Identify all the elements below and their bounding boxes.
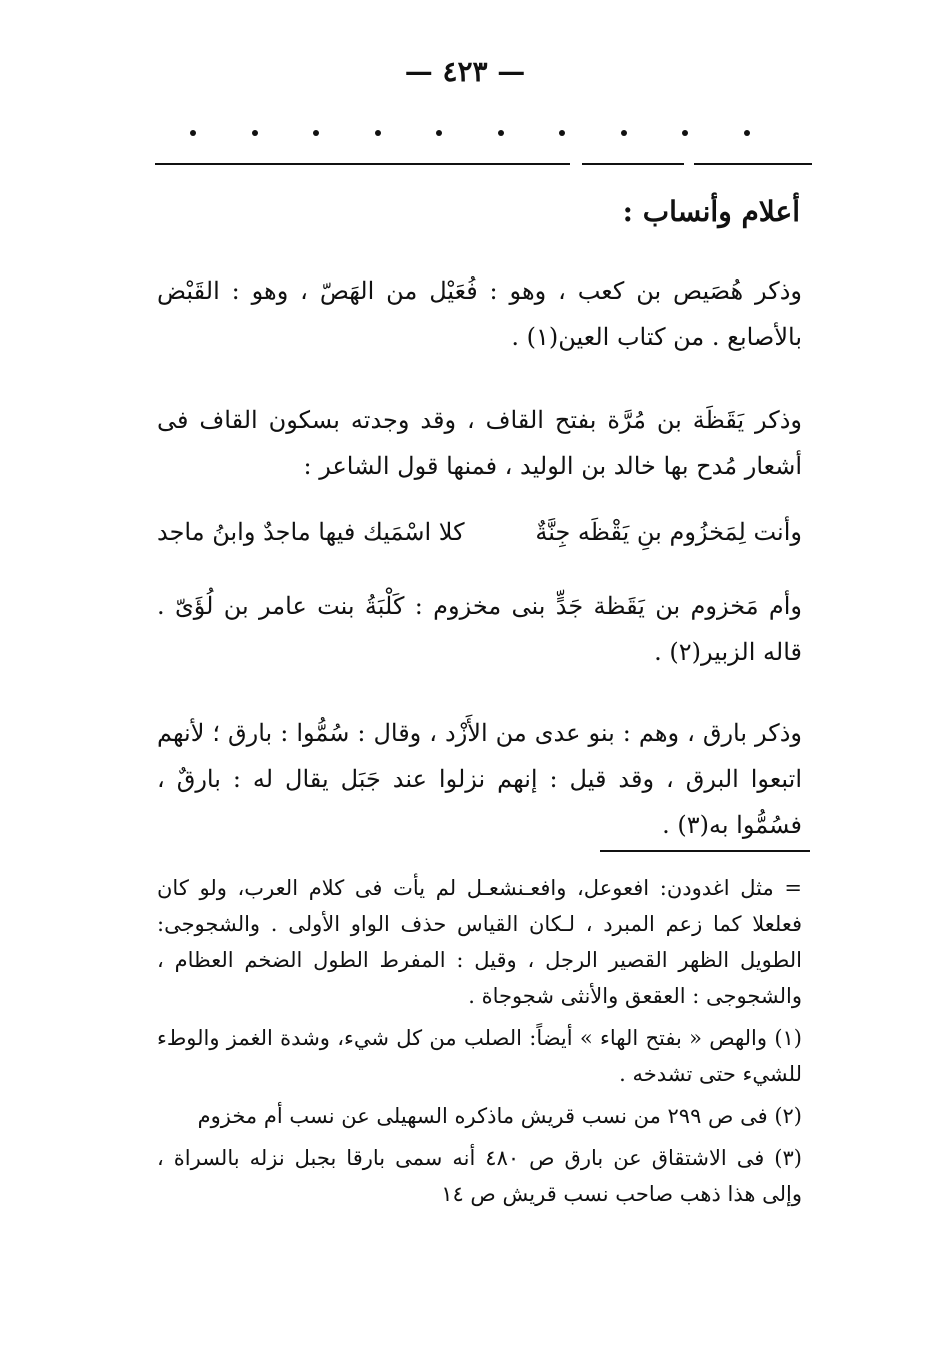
- footnote-separator: [600, 850, 810, 852]
- page-number: — ٤٢٣ —: [404, 55, 526, 88]
- poetry-verse: [157, 518, 802, 546]
- paragraph-husays: وذكر هُصَيص بن كعب ، وهو : فُعَيْل من الهَصّ ، وهو : القَبْض بالأصابع . من كتاب العين(١) .: [157, 277, 802, 351]
- footnote-3: (٣) فى الاشتقاق عن بارق ص ٤٨٠ أنه سمى بارقا بجبل نزله بالسراة ، وإلى هذا ذهب صاحب نسب قريش ص ١٤: [157, 1146, 802, 1206]
- paragraph-yaqaza: وذكر يَقَظَة بن مُرَّة بفتح القاف ، وقد وجدته بسكون القاف فى أشعار مُدح بها خالد بن الوليد ، فمنها قول الشاعر :: [157, 406, 803, 480]
- verse-first-hemistich: وأنت لِمَخزُوم بنِ يَقْظَه جِنَّةٌ: [535, 518, 802, 546]
- ornamental-dots: [190, 130, 750, 136]
- ornament-dot: [375, 130, 381, 136]
- header-rule-right: [694, 163, 812, 165]
- header-rule-left: [155, 163, 570, 165]
- footnote-1: (١) والهص « بفتح الهاء » أيضاً: الصلب من كل شيء، وشدة الغمز والوطء للشيء حتى تشدخه .: [157, 1026, 802, 1086]
- footnote-continuation: = مثل اغدودن: افعوعل، وافعـنشعـل لم يأت فى كلام العرب، ولو كان فعلعلا كما زعم المبرد ، لـكان القياس حذف الواو الأولى . والشجوجى: الطويل الظهر القصير الرجل ، وقيل : المفرط الطول الضخم العظام ، والشجوجى : العقعق والأنثى شجوجاة .: [157, 876, 803, 1008]
- ornament-dot: [559, 130, 565, 136]
- section-heading: أعلام وأنساب :: [622, 195, 800, 228]
- ornament-dot: [313, 130, 319, 136]
- footnote-2: (٢) فى ص ٢٩٩ من نسب قريش ماذكره السهيلى عن نسب أم مخزوم: [197, 1104, 802, 1128]
- ornament-dot: [744, 130, 750, 136]
- header-rule-middle: [582, 163, 684, 165]
- ornament-dot: [621, 130, 627, 136]
- paragraph-umm-makhzum: وأم مَخزوم بن يَقَظة جَدٍّ بنى مخزوم : كَلْبَةُ بنت عامر بن لُؤَىّ . قاله الزبير(٢) .: [157, 592, 802, 666]
- ornament-dot: [498, 130, 504, 136]
- paragraph-bariq: وذكر بارق ، وهم : بنو عدى من الأَزْد ، وقال : سُمُّوا : بارق ؛ لأنهم اتبعوا البرق ، وقد قيل : إنهم نزلوا عند جَبَل يقال له : بارقٌ ، فسُمُّوا به(٣) .: [157, 719, 802, 839]
- ornament-dot: [190, 130, 196, 136]
- ornament-dot: [682, 130, 688, 136]
- footnotes: [157, 870, 802, 1218]
- ornament-dot: [436, 130, 442, 136]
- ornament-dot: [252, 130, 258, 136]
- verse-second-hemistich: كلا اسْمَيك فيها ماجدٌ وابنُ ماجد: [157, 518, 465, 546]
